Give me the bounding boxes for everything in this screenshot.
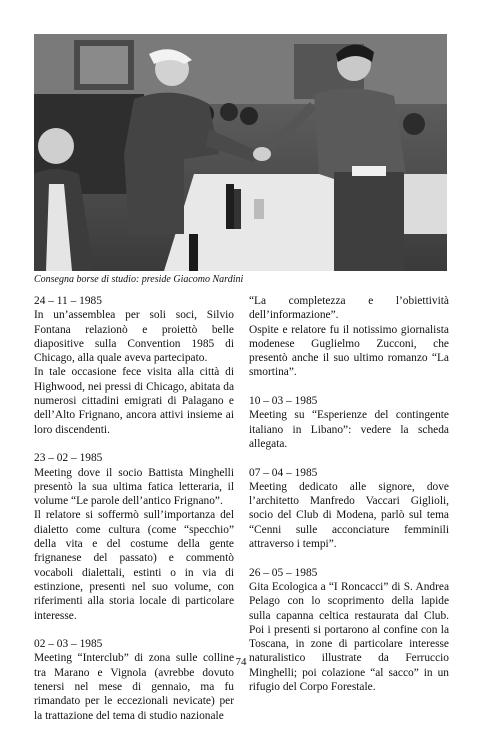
photo-caption: Consegna borse di studio: preside Giacomo Nardini [34,274,244,285]
page-number: 74 [235,656,247,668]
event-text: Il relatore si soffermò sull’importanza del dialetto come cultura (come “specchio” della vita e del costume della gente frignanese del passato) e commentò vocaboli dialettali, estinti o in via di estinzione, presenti nel suo volume, con riferimenti alla storia locale di particolare interesse. [34,509,234,622]
event-entry [249,566,449,695]
event-date: 07 – 04 – 1985 [249,466,318,479]
event-text: Gita Ecologica a “I Roncacci” di S. Andrea Pelago con lo scoprimento della lapide sulla capanna celtica restaurata dal Club. Poi i presenti si portarono al confine con la Toscana, in zone di particolare interesse naturalistico illustrate da Ferruccio Minghelli; poi colazione “al sacco” in un rifugio del Corpo Forestale. [249,580,449,694]
event-text: Ospite e relatore fu il notissimo giornalista modenese Guglielmo Zucconi, che presentò anche il suo ultimo romanzo “La smortina”. [249,323,449,379]
event-entry [249,394,449,451]
event-entry [34,637,234,723]
event-text: Meeting “Interclub” di zona sulle colline tra Marano e Vignola (avrebbe dovuto tenersi nel mese di gennaio, ma fu rimandato per le eccezionali nevicate) per la trattazione del tema di studio nazionale [34,652,234,722]
event-text: In un’assemblea per soli soci, Silvio Fontana relazionò e proiettò belle diapositive sulla Convention 1985 di Chicago, alla quale aveva partecipato. [34,309,234,365]
right-column [249,294,449,709]
event-date: 10 – 03 – 1985 [249,395,318,408]
event-text: In tale occasione fece visita alla città di Highwood, nei pressi di Chicago, abitata da numerosi cittadini emigrati di Palagano e dell’Alto Frignano, ancora attivi insieme ai loro discendenti. [34,366,234,436]
event-text: Meeting dedicato alle signore, dove l’architetto Manfredo Vaccari Giglioli, socio del Club di Modena, parlò sul tema “Cenni sulle acconciature femminili attraverso i tempi”. [249,480,449,551]
event-date: 23 – 02 – 1985 [34,452,103,465]
event-entry [249,466,449,552]
photo-image [34,34,447,271]
event-date: 24 – 11 – 1985 [34,295,102,307]
left-column [34,294,234,737]
event-text: “La completezza e l’obiettività dell’informazione”. [249,295,449,322]
event-entry [34,451,234,623]
photo-award-ceremony [34,34,447,271]
event-date: 26 – 05 – 1985 [249,566,318,579]
event-date: 02 – 03 – 1985 [34,638,103,651]
event-entry-continued [249,294,449,380]
event-text: Meeting su “Esperienze del contingente italiano in Libano”: vedere la scheda allegata. [249,409,449,450]
event-entry [34,294,234,437]
event-text: Meeting dove il socio Battista Minghelli presentò la sua ultima fatica letteraria, il volume “Le parole dell’antico Frignano”. [34,466,234,508]
